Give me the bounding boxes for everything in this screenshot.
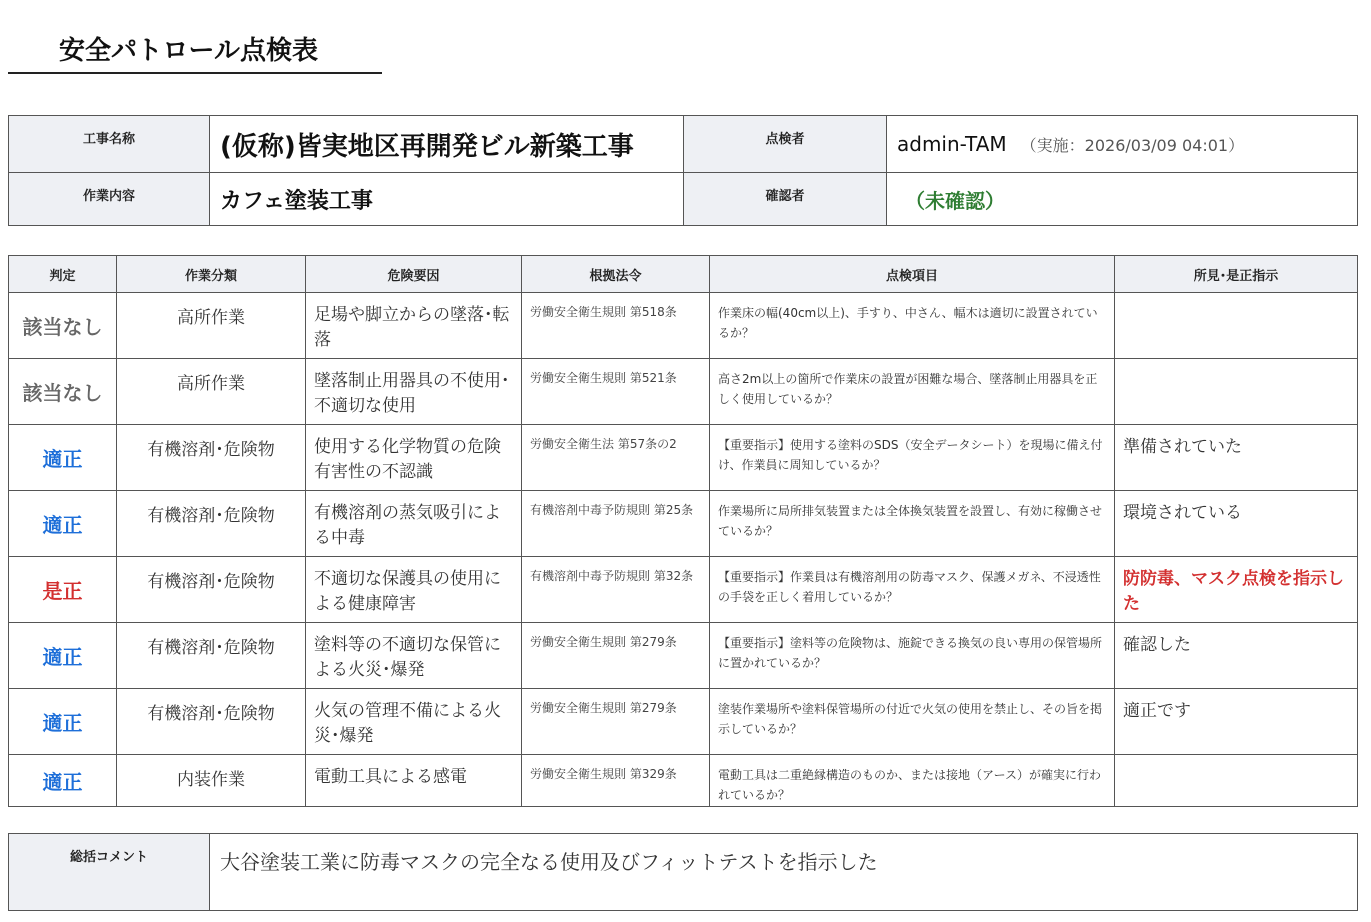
- category-cell: 有機溶剤･危険物: [117, 623, 306, 689]
- column-header-check-item: 点検項目: [710, 256, 1115, 293]
- note-cell: 確認した: [1115, 623, 1358, 689]
- note-cell: 適正です: [1115, 689, 1358, 755]
- check-item-cell: 作業床の幅(40cm以上)、手すり、中さん、幅木は適切に設置されているか？: [710, 293, 1115, 359]
- judgment-cell: 適正: [9, 425, 117, 491]
- page-title: [8, 22, 382, 74]
- inspection-date: （実施：2026/03/09 04:01）: [1020, 136, 1245, 155]
- project-name-cell: [210, 116, 684, 173]
- check-item-cell: 塗装作業場所や塗料保管場所の付近で火気の使用を禁止し、その旨を掲示しているか？: [710, 689, 1115, 755]
- project-name: (仮称)皆実地区再開発ビル新築工事: [220, 131, 634, 162]
- judgment-cell: 適正: [9, 491, 117, 557]
- note-cell: [1115, 293, 1358, 359]
- table-row: [9, 755, 1358, 807]
- work-content-cell: [210, 173, 684, 226]
- category-cell: 有機溶剤･危険物: [117, 689, 306, 755]
- judgment-cell: 適正: [9, 623, 117, 689]
- table-row: [9, 689, 1358, 755]
- category-cell: 内装作業: [117, 755, 306, 807]
- table-row: [9, 359, 1358, 425]
- hazard-cell: 火気の管理不備による火災･爆発: [306, 689, 522, 755]
- law-cell: 労働安全衛生規則 第329条: [522, 755, 710, 807]
- summary-comment-label: 総括コメント: [9, 834, 210, 911]
- confirmer-status: （未確認）: [905, 188, 1005, 213]
- judgment-cell: 適正: [9, 755, 117, 807]
- hazard-cell: 不適切な保護具の使用による健康障害: [306, 557, 522, 623]
- hazard-cell: 電動工具による感電: [306, 755, 522, 807]
- note-cell: [1115, 359, 1358, 425]
- hazard-cell: 塗料等の不適切な保管による火災･爆発: [306, 623, 522, 689]
- judgment-cell: 適正: [9, 689, 117, 755]
- column-header-notes: 所見･是正指示: [1115, 256, 1358, 293]
- confirmer-label: 確認者: [684, 173, 887, 226]
- category-cell: 有機溶剤･危険物: [117, 557, 306, 623]
- work-content-label: 作業内容: [9, 173, 210, 226]
- note-cell: 環境されている: [1115, 491, 1358, 557]
- column-header-law: 根拠法令: [522, 256, 710, 293]
- law-cell: 労働安全衛生規則 第279条: [522, 623, 710, 689]
- law-cell: 有機溶剤中毒予防規則 第32条: [522, 557, 710, 623]
- hazard-cell: 足場や脚立からの墜落･転落: [306, 293, 522, 359]
- note-cell: 防防毒、マスク点検を指示した: [1115, 557, 1358, 623]
- confirmer-cell: [887, 173, 1358, 226]
- category-cell: 高所作業: [117, 293, 306, 359]
- judgment-cell: 是正: [9, 557, 117, 623]
- check-item-cell: 【重要指示】使用する塗料のSDS（安全データシート）を現場に備え付け、作業員に周知しているか？: [710, 425, 1115, 491]
- law-cell: 労働安全衛生規則 第279条: [522, 689, 710, 755]
- inspector-name: admin-TAM: [897, 132, 1007, 156]
- hazard-cell: 墜落制止用器具の不使用･不適切な使用: [306, 359, 522, 425]
- law-cell: 労働安全衛生規則 第521条: [522, 359, 710, 425]
- check-item-cell: 【重要指示】塗料等の危険物は、施錠できる換気の良い専用の保管場所に置かれているか？: [710, 623, 1115, 689]
- column-header-judgment: 判定: [9, 256, 117, 293]
- summary-comment-text: 大谷塗装工業に防毒マスクの完全なる使用及びフィットテストを指示した: [210, 834, 1358, 911]
- page-title-text: 安全パトロール点検表: [59, 36, 318, 66]
- summary-comment-table: [8, 833, 1358, 911]
- judgment-cell: 該当なし: [9, 293, 117, 359]
- column-header-category: 作業分類: [117, 256, 306, 293]
- table-row: [9, 557, 1358, 623]
- law-cell: 労働安全衛生法 第57条の2: [522, 425, 710, 491]
- table-row: [9, 491, 1358, 557]
- inspector-cell: [887, 116, 1358, 173]
- project-name-label: 工事名称: [9, 116, 210, 173]
- table-row: [9, 623, 1358, 689]
- category-cell: 有機溶剤･危険物: [117, 425, 306, 491]
- hazard-cell: 使用する化学物質の危険有害性の不認識: [306, 425, 522, 491]
- inspection-table: [8, 255, 1358, 807]
- check-item-cell: 作業場所に局所排気装置または全体換気装置を設置し、有効に稼働させているか？: [710, 491, 1115, 557]
- check-item-cell: 【重要指示】作業員は有機溶剤用の防毒マスク、保護メガネ、不浸透性の手袋を正しく着用しているか？: [710, 557, 1115, 623]
- category-cell: 有機溶剤･危険物: [117, 491, 306, 557]
- check-item-cell: 電動工具は二重絶縁構造のものか、または接地（アース）が確実に行われているか？: [710, 755, 1115, 807]
- judgment-cell: 該当なし: [9, 359, 117, 425]
- category-cell: 高所作業: [117, 359, 306, 425]
- law-cell: 労働安全衛生規則 第518条: [522, 293, 710, 359]
- law-cell: 有機溶剤中毒予防規則 第25条: [522, 491, 710, 557]
- column-header-hazard: 危険要因: [306, 256, 522, 293]
- table-row: [9, 293, 1358, 359]
- note-cell: 準備されていた: [1115, 425, 1358, 491]
- inspector-label: 点検者: [684, 116, 887, 173]
- check-item-cell: 高さ2m以上の箇所で作業床の設置が困難な場合、墜落制止用器具を正しく使用しているか？: [710, 359, 1115, 425]
- work-content: カフェ塗装工事: [220, 188, 373, 214]
- hazard-cell: 有機溶剤の蒸気吸引による中毒: [306, 491, 522, 557]
- header-info-table: [8, 115, 1358, 226]
- table-row: [9, 425, 1358, 491]
- note-cell: [1115, 755, 1358, 807]
